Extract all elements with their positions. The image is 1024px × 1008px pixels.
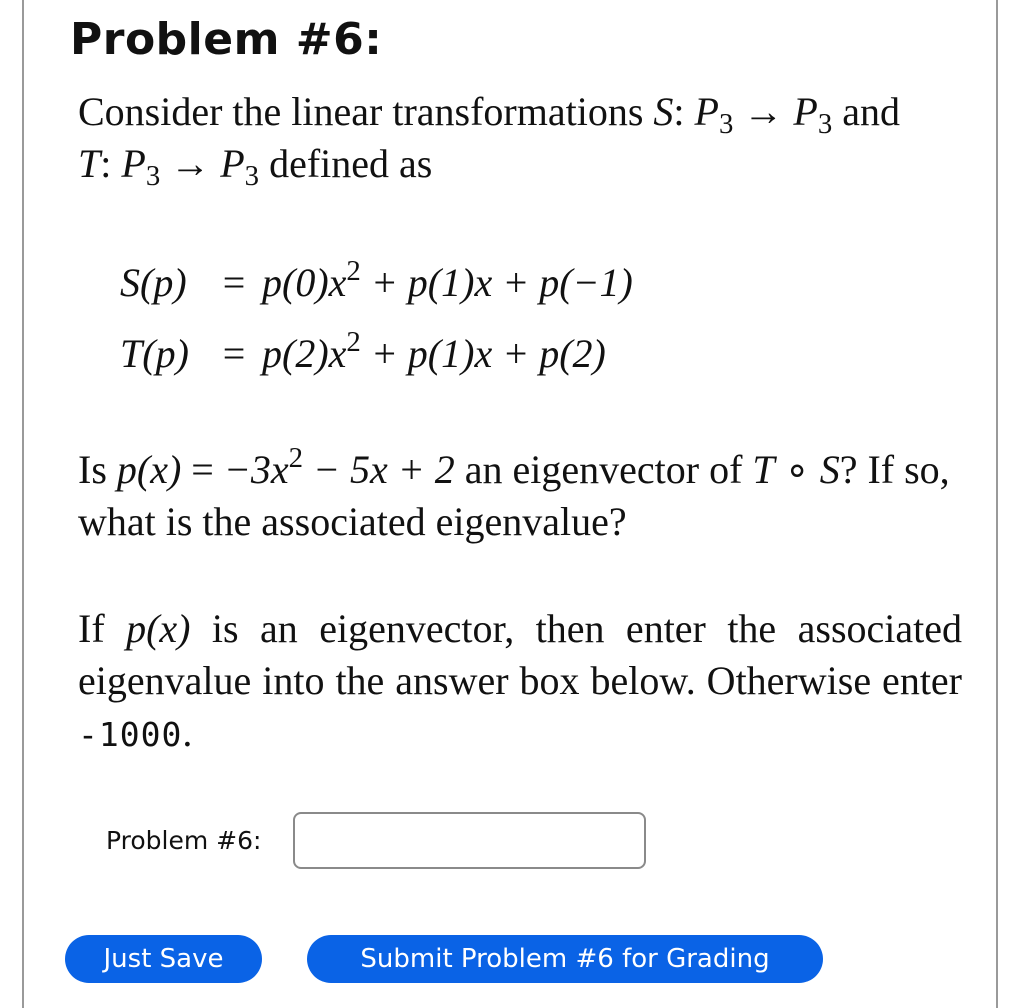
arrow-symbol: → [170, 141, 211, 186]
equation-rhs: $p(0)x^2 + p(1)x + p(-1)$ [262, 255, 633, 305]
equals-sign: = [222, 331, 246, 376]
arrow-symbol: → [743, 89, 784, 134]
equals-sign: = [222, 260, 246, 305]
equation-S [120, 257, 633, 309]
equation-rhs: $p(2)x^2 + p(1)x + p(2)$ [262, 326, 606, 376]
problem-question: Is $p(x) = -3x^2 - 5x + 2$ an eigenvector of T ∘ S? If so, what is the associated eigenvalue? [78, 442, 950, 544]
equation-lhs: T(p) [120, 331, 189, 376]
equation-T [120, 328, 606, 380]
math-S: S [653, 89, 674, 134]
math-T: T [78, 141, 101, 186]
answer-input[interactable] [293, 812, 646, 869]
intro-text: Consider the linear transformations [78, 89, 654, 134]
problem-instruction: If p(x) is an eigenvector, then enter the associated eigenvalue into the answer box below. Otherwise enter -1000. [78, 606, 962, 755]
answer-label: Problem #6: [106, 826, 262, 855]
just-save-button[interactable]: Just Save [65, 935, 262, 983]
equation-lhs: S(p) [120, 260, 187, 305]
submit-button[interactable]: Submit Problem #6 for Grading [307, 935, 823, 983]
code-value: -1000 [78, 715, 183, 754]
compose-symbol: ∘ [784, 447, 810, 492]
problem-title: Problem #6: [70, 14, 383, 65]
problem-intro: Consider the linear transformations S: $P_3 \to P_3$ and T: $P_3 \to P_3$ defined as [78, 89, 900, 193]
